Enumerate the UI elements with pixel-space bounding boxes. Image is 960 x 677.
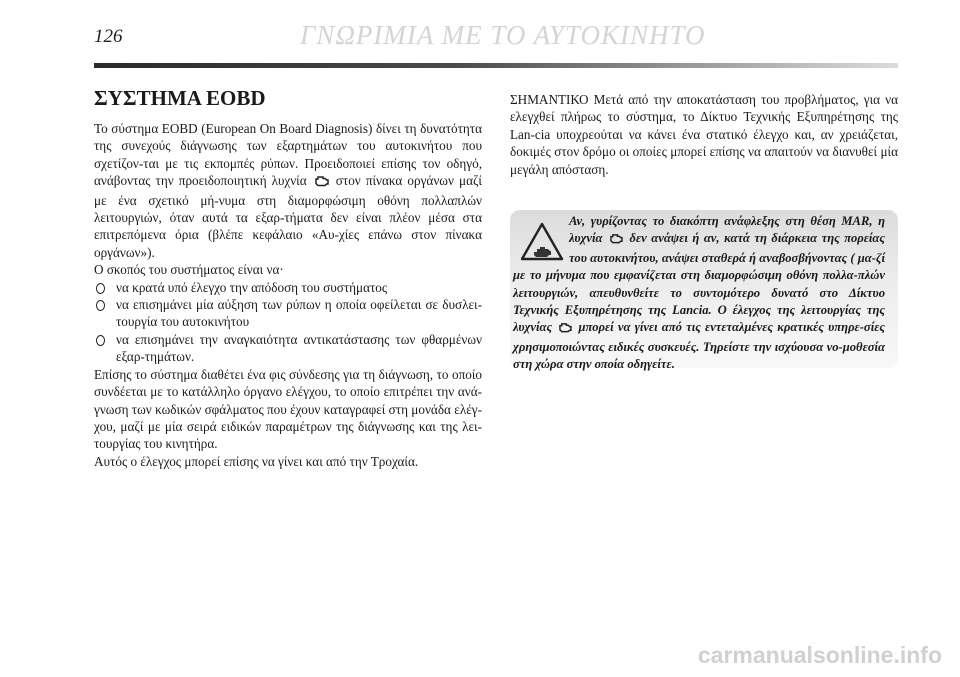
intro-text-part2: στον πίνακα οργάνων μαζί με ένα σχετικό μή-νυμα στη διαμορφώσιμη οθόνη πολλαπλών λειτουργιών, όταν αυτά τα εξαρ-τήματα δεν είναι πλέον μέσα στα επιτρεπόμενα όρια (βλέπε κεφάλαιο «Αυ-χίες επάνω στον πίνακα οργάνων»).: [94, 173, 482, 260]
running-title: ΓΝΩΡΙΜΙΑ ΜΕ ΤΟ ΑΥΤΟΚΙΝΗΤΟ: [300, 20, 706, 50]
engine-warning-icon: [314, 174, 329, 191]
warning-text-part3: μπορεί να γίνει από τις εντεταλμένες κρατικές υπηρε-σίες χρησιμοποιώντας ειδικές συσκευές. Τηρείστε την ισχύουσα νο-μοθεσία στη χώρα στην οποία οδηγείτε.: [513, 320, 885, 372]
intro-text-part1: Το σύστημα EOBD (European On Board Diagnosis) δίνει τη δυνατότητα της συνεχούς διάγνωσης των εξαρτημάτων του αυτοκινήτου που σχετίζον-ται με τις εκπομπές ρύπων. Προειδοποιεί επίσης τον οδηγό, ανάβοντας την προειδοποιητική λυχνία: [94, 121, 482, 189]
list-item-text: να επισημάνει την αναγκαιότητα αντικατάστασης των φθαρμένων εξαρ-τημάτων.: [116, 331, 482, 365]
important-note: ΣΗΜΑΝΤΙΚΟ Μετά από την αποκατάσταση του προβλήματος, για να ελεγχθεί πλήρως το σύστημα, το Δίκτυο Τεχνικής Εξυπηρέτησης της Lan-cia υποχρεούται να κάνει ένα στατικό έλεγχο και, αν χρειάζεται, δοκιμές στον δρόμο οι οποίες μπορεί επίσης να απαιτούν να διανυθεί μία μεγάλη απόσταση.: [510, 92, 898, 177]
bullet-ring-icon: [96, 335, 105, 346]
connection-paragraph: Επίσης το σύστημα διαθέτει ένα φις σύνδεσης για τη διάγνωση, το οποίο συνδέεται με το κατάλληλο όργανο ελέγχου, το οποίο επιτρέπει την ανά-γνωση των κωδικών σφάλματος που έχουν καταγραφεί στη μονάδα ελέγ-χου, μαζί με μία σειρά ειδικών παραμέτρων της διάγνωσης και της λει-τουργίας του κινητήρα.: [94, 366, 482, 452]
engine-warning-icon: [558, 321, 572, 338]
watermark: carmanualsonline.info: [697, 642, 942, 668]
warning-icon-space: [513, 213, 569, 265]
left-column: [94, 86, 482, 470]
purpose-list: [94, 279, 482, 366]
list-item: [94, 331, 482, 366]
traffic-police-paragraph: Αυτός ο έλεγχος μπορεί επίσης να γίνει και από την Τροχαία.: [94, 453, 419, 469]
intro-paragraph: [94, 120, 482, 261]
warning-text-part2: δεν ανάψει ή αν, κατά τη διάρκεια της πορείας του αυτοκινήτου, ανάψει σταθερά ή αναβοσβήνοντας ( μα-ζί με το μήνυμα που εμφανίζεται στη διαμορφώσιμη οθόνη πολλα-πλών λειτουργιών, απευθυνθείτε το συντομότερο δυνατό στο Δίκτυο Τεχνικής Εξυπηρέτησης της Lancia. Ο έλεγχος της λειτουργίας της λυχνίας: [513, 231, 885, 335]
warning-text-part1: Αν, γυρίζοντας το διακόπτη ανάφλεξης στη θέση MAR, η λυχνία: [569, 214, 885, 246]
warning-text: [513, 213, 885, 374]
list-item: [94, 296, 482, 331]
purpose-lead: Ο σκοπός του συστήματος είναι να·: [94, 262, 284, 278]
list-item-text: να επισημάνει μία αύξηση των ρύπων η οποία οφείλεται σε δυσλει-τουργία του αυτοκινήτου: [116, 297, 482, 330]
page-number: 126: [94, 26, 123, 47]
bullet-ring-icon: [96, 300, 105, 311]
engine-warning-icon: [609, 232, 623, 249]
right-column: [510, 91, 898, 178]
header-rule: [94, 63, 898, 68]
bullet-ring-icon: [96, 283, 105, 294]
list-item: [94, 279, 482, 296]
list-item-text: να κρατά υπό έλεγχο την απόδοση του συστήματος: [116, 279, 388, 295]
section-title: ΣΥΣΤΗΜΑ EOBD: [94, 86, 266, 110]
warning-box: [510, 210, 898, 372]
